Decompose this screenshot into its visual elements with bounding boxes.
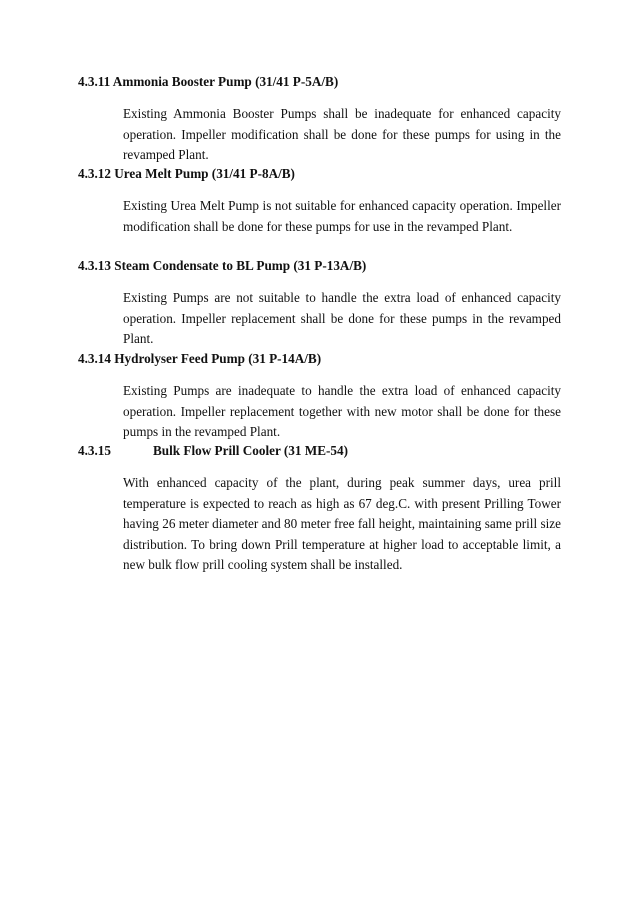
section-body-4-3-12: Existing Urea Melt Pump is not suitable for enhanced capacity operation. Impeller modification shall be done for these pumps for use in the revamped Plant. bbox=[123, 198, 561, 234]
section-number-4-3-15: 4.3.15 bbox=[78, 443, 111, 458]
section-body-4-3-13: Existing Pumps are not suitable to handle the extra load of enhanced capacity operation. Impeller replacement shall be done for these pumps in the revamped Plant. bbox=[123, 290, 561, 346]
section-body-4-3-11: Existing Ammonia Booster Pumps shall be inadequate for enhanced capacity operation. Impeller modification shall be done for these pumps for using in the revamped Plant. bbox=[123, 106, 561, 162]
section-heading-4-3-12: 4.3.12 Urea Melt Pump (31/41 P-8A/B) bbox=[78, 166, 295, 181]
section-heading-4-3-14: 4.3.14 Hydrolyser Feed Pump (31 P-14A/B) bbox=[78, 351, 322, 366]
section-heading-4-3-13: 4.3.13 Steam Condensate to BL Pump (31 P-13A/B) bbox=[78, 258, 367, 273]
section-title-4-3-15: Bulk Flow Prill Cooler (31 ME-54) bbox=[153, 443, 348, 458]
section-heading-4-3-15 bbox=[78, 443, 348, 459]
section-body-4-3-14: Existing Pumps are inadequate to handle the extra load of enhanced capacity operation. Impeller replacement together with new motor shall be done for these pumps in the revamped Plant. bbox=[123, 383, 561, 439]
section-heading-4-3-11: 4.3.11 Ammonia Booster Pump (31/41 P-5A/B) bbox=[78, 74, 339, 89]
section-body-4-3-15: With enhanced capacity of the plant, during peak summer days, urea prill temperature is expected to reach as high as 67 deg.C. with present Prilling Tower having 26 meter diameter and 80 meter free fall height, maintaining same prill size distribution. To bring down Prill temperature at higher load to acceptable limit, a new bulk flow prill cooling system shall be installed. bbox=[123, 475, 561, 572]
